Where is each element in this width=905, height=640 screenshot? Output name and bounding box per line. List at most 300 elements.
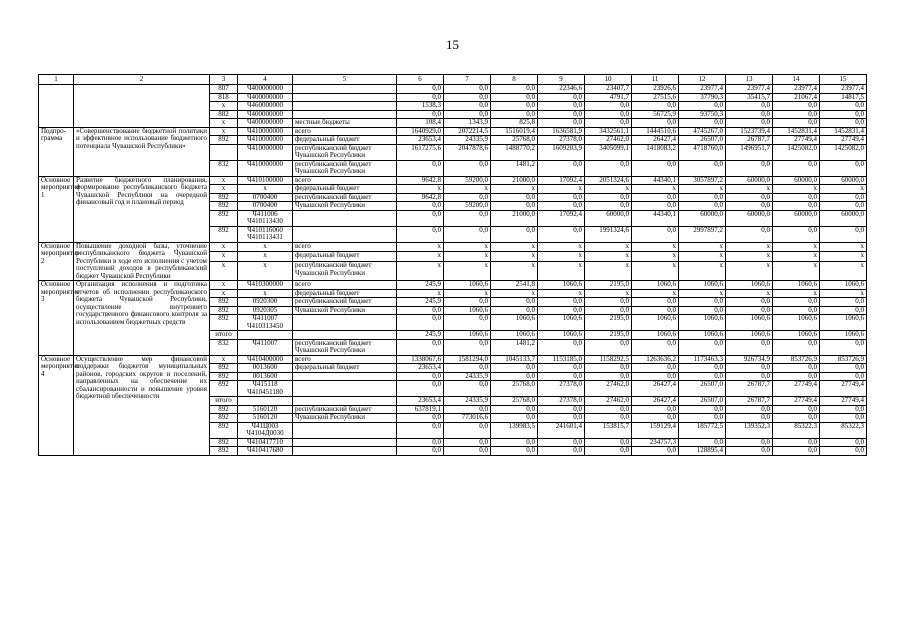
value-cell: 0,0	[726, 438, 773, 447]
code-cell: 892	[210, 381, 238, 397]
value-cell: 0,0	[585, 447, 632, 456]
value-cell: 0,0	[397, 315, 444, 331]
funding-source-cell: федеральный бюджет	[293, 252, 397, 262]
value-cell: 0,0	[632, 119, 679, 128]
value-cell: 245,9	[397, 298, 444, 307]
value-cell: 0,0	[585, 306, 632, 315]
value-cell: 0,0	[773, 110, 820, 119]
value-cell: 0,0	[397, 372, 444, 381]
value-cell: 0,0	[773, 339, 820, 355]
value-cell: 27749,4	[820, 381, 867, 397]
funding-source-cell	[293, 381, 397, 397]
value-cell: 1060,6	[773, 281, 820, 290]
value-cell: 1418083,2	[632, 144, 679, 160]
value-cell: x	[726, 185, 773, 194]
value-cell: 1060,6	[632, 281, 679, 290]
value-cell: 60000,0	[679, 210, 726, 226]
funding-source-cell: федеральный бюджет	[293, 185, 397, 194]
value-cell: x	[397, 289, 444, 298]
value-cell: 0,0	[773, 364, 820, 373]
value-cell: 0,0	[397, 85, 444, 94]
target-code-cell: Ч410300000	[238, 281, 293, 290]
value-cell: 0,0	[444, 339, 491, 355]
activity-type-cell: Основное мероприятие 3	[39, 281, 74, 356]
code-cell: 892	[210, 202, 238, 211]
header-cell: 7	[444, 75, 491, 85]
value-cell: 0,0	[585, 202, 632, 211]
value-cell: 1636581,9	[538, 127, 585, 136]
table-row	[39, 281, 867, 290]
value-cell: 0,0	[585, 102, 632, 111]
value-cell: 0,0	[820, 306, 867, 315]
value-cell: 0,0	[585, 405, 632, 414]
value-cell: 0,0	[679, 298, 726, 307]
value-cell: 2047878,6	[444, 144, 491, 160]
target-code-cell: x	[238, 252, 293, 262]
value-cell: 0,0	[585, 193, 632, 202]
value-cell: 1617275,6	[397, 144, 444, 160]
code-cell: 807	[210, 85, 238, 94]
value-cell: 0,0	[491, 372, 538, 381]
value-cell: 0,0	[491, 85, 538, 94]
value-cell: 35415,7	[726, 93, 773, 102]
header-cell: 12	[679, 75, 726, 85]
value-cell: 0,0	[585, 110, 632, 119]
value-cell: 0,0	[538, 93, 585, 102]
value-cell: 1153185,0	[538, 355, 585, 364]
value-cell: x	[491, 289, 538, 298]
value-cell: 0,0	[397, 438, 444, 447]
value-cell: 27378,0	[538, 381, 585, 397]
value-cell: 245,9	[397, 331, 444, 340]
value-cell: 0,0	[726, 202, 773, 211]
value-cell: 0,0	[585, 364, 632, 373]
code-cell: x	[210, 281, 238, 290]
value-cell: 27749,4	[820, 136, 867, 145]
value-cell: 3057897,2	[679, 176, 726, 185]
value-cell: 0,0	[820, 405, 867, 414]
value-cell: x	[679, 252, 726, 262]
value-cell: 0,0	[444, 102, 491, 111]
value-cell: x	[820, 252, 867, 262]
funding-source-cell: республиканский бюджет	[293, 298, 397, 307]
value-cell: 0,0	[444, 405, 491, 414]
value-cell: 1060,6	[444, 331, 491, 340]
value-cell: 0,0	[444, 364, 491, 373]
funding-source-cell: Чувашской Республики	[293, 414, 397, 423]
value-cell: 0,0	[679, 364, 726, 373]
value-cell: x	[773, 262, 820, 281]
value-cell: 1538,3	[397, 102, 444, 111]
value-cell: x	[444, 185, 491, 194]
target-code-cell: 0700400	[238, 202, 293, 211]
value-cell: 85322,3	[773, 422, 820, 438]
value-cell: 0,0	[820, 447, 867, 456]
value-cell: 0,0	[820, 339, 867, 355]
activity-name-cell: Осуществление мер финансовой поддержки бюджетов муниципальных районов, городских округов и поселений, направленных на обеспечение их сбалансированности и повышение уровня бюджетной обеспеченности	[74, 355, 210, 455]
value-cell: 0,0	[726, 110, 773, 119]
code-cell: 892	[210, 447, 238, 456]
table-row	[39, 176, 867, 185]
activity-name-cell: Организация исполнения и подготовка отчетов об исполнении республиканского бюджета Чувашской Республики, осуществление внутреннего государственного финансового контроля за использованием бюджетных средств	[74, 281, 210, 356]
value-cell: 1060,6	[773, 331, 820, 340]
value-cell: 0,0	[773, 438, 820, 447]
activity-name-cell: Развитие бюджетного планирования, формирование республиканского бюджета Чувашской Республики на очередной финансовый год и плановый период	[74, 176, 210, 242]
value-cell: 25768,0	[491, 381, 538, 397]
value-cell: 1158292,5	[585, 355, 632, 364]
target-code-cell: Ч411007 Ч410313450	[238, 315, 293, 331]
value-cell: 0,0	[726, 226, 773, 242]
code-cell: 892	[210, 438, 238, 447]
value-cell: 0,0	[820, 193, 867, 202]
value-cell: 0,0	[491, 298, 538, 307]
code-cell: 882	[210, 110, 238, 119]
value-cell: 0,0	[538, 298, 585, 307]
header-cell: 9	[538, 75, 585, 85]
value-cell: x	[726, 252, 773, 262]
value-cell: x	[773, 185, 820, 194]
value-cell: 0,0	[726, 119, 773, 128]
value-cell: 0,0	[820, 119, 867, 128]
value-cell: 23653,4	[397, 364, 444, 373]
value-cell: 0,0	[397, 210, 444, 226]
value-cell: 1425082,0	[773, 144, 820, 160]
value-cell: 23977,4	[726, 85, 773, 94]
value-cell: 24335,9	[444, 397, 491, 406]
value-cell: 93750,3	[679, 110, 726, 119]
value-cell: 0,0	[444, 315, 491, 331]
value-cell: 17092,4	[538, 210, 585, 226]
code-cell: x	[210, 185, 238, 194]
funding-source-cell: республиканский бюджет Чувашской Республики	[293, 339, 397, 355]
target-code-cell: Ч410000000	[238, 127, 293, 136]
value-cell: 60000,0	[773, 210, 820, 226]
value-cell: 27378,0	[538, 136, 585, 145]
value-cell: 1060,6	[632, 331, 679, 340]
code-cell: 892	[210, 422, 238, 438]
value-cell: 60000,0	[585, 210, 632, 226]
value-cell: 23926,6	[632, 85, 679, 94]
value-cell: 1640929,0	[397, 127, 444, 136]
value-cell: 1496951,7	[726, 144, 773, 160]
value-cell: 0,0	[491, 226, 538, 242]
value-cell: x	[491, 185, 538, 194]
value-cell: 0,0	[397, 306, 444, 315]
value-cell: 26507,0	[679, 397, 726, 406]
value-cell: 0,0	[726, 364, 773, 373]
value-cell: 0,0	[444, 422, 491, 438]
value-cell: 1425082,0	[820, 144, 867, 160]
value-cell: 0,0	[773, 372, 820, 381]
value-cell: 24335,9	[444, 136, 491, 145]
funding-source-cell: федеральный бюджет	[293, 364, 397, 373]
value-cell: 0,0	[444, 93, 491, 102]
value-cell: x	[632, 262, 679, 281]
target-code-cell: Ч400000000	[238, 93, 293, 102]
value-cell: 26787,7	[726, 381, 773, 397]
value-cell: 0,0	[632, 202, 679, 211]
target-code-cell	[238, 331, 293, 340]
value-cell: x	[632, 289, 679, 298]
value-cell: 0,0	[679, 102, 726, 111]
header-cell: 13	[726, 75, 773, 85]
value-cell: 44340,1	[632, 176, 679, 185]
value-cell: 0,0	[679, 372, 726, 381]
value-cell: 1488770,2	[491, 144, 538, 160]
value-cell: x	[397, 242, 444, 252]
value-cell: 85322,3	[820, 422, 867, 438]
code-cell: 892	[210, 364, 238, 373]
code-cell: 892	[210, 298, 238, 307]
value-cell: 0,0	[632, 298, 679, 307]
target-code-cell: Ч410000000	[238, 136, 293, 145]
value-cell: 0,0	[679, 414, 726, 423]
value-cell: 0,0	[632, 372, 679, 381]
value-cell: 234757,3	[632, 438, 679, 447]
header-row	[39, 75, 867, 85]
value-cell: 1060,6	[444, 306, 491, 315]
code-cell: 892	[210, 226, 238, 242]
value-cell: 0,0	[726, 306, 773, 315]
value-cell: 22346,6	[538, 85, 585, 94]
value-cell: 0,0	[538, 364, 585, 373]
target-code-cell: Ч410000000	[238, 160, 293, 176]
value-cell: 21000,0	[491, 210, 538, 226]
target-code-cell: 0920305	[238, 306, 293, 315]
value-cell: 0,0	[491, 110, 538, 119]
target-code-cell: Ч400000000	[238, 85, 293, 94]
value-cell: x	[820, 289, 867, 298]
value-cell: x	[538, 252, 585, 262]
value-cell: 1609203,9	[538, 144, 585, 160]
value-cell: 0,0	[820, 364, 867, 373]
value-cell: 0,0	[726, 372, 773, 381]
value-cell: 0,0	[585, 160, 632, 176]
funding-source-cell: всего	[293, 355, 397, 364]
value-cell: 853726,9	[820, 355, 867, 364]
value-cell: 1338067,6	[397, 355, 444, 364]
value-cell: 26507,0	[679, 136, 726, 145]
value-cell: 9642,8	[397, 176, 444, 185]
header-cell: 8	[491, 75, 538, 85]
code-cell: x	[210, 127, 238, 136]
value-cell: 0,0	[773, 160, 820, 176]
target-code-cell: Ч411007	[238, 339, 293, 355]
value-cell: 0,0	[679, 160, 726, 176]
value-cell: 27462,0	[585, 397, 632, 406]
value-cell: 0,0	[820, 202, 867, 211]
value-cell: 0,0	[632, 414, 679, 423]
activity-type-cell: Основное мероприятие 4	[39, 355, 74, 455]
value-cell: 0,0	[444, 110, 491, 119]
funding-source-cell	[293, 315, 397, 331]
value-cell: 0,0	[585, 414, 632, 423]
target-code-cell: 0920300	[238, 298, 293, 307]
code-cell: 832	[210, 160, 238, 176]
value-cell: 2195,0	[585, 281, 632, 290]
funding-source-cell: республиканский бюджет	[293, 405, 397, 414]
code-cell: x	[210, 289, 238, 298]
value-cell: x	[444, 252, 491, 262]
value-cell: 0,0	[773, 102, 820, 111]
value-cell: 0,0	[397, 226, 444, 242]
value-cell: 9642,8	[397, 193, 444, 202]
value-cell: 0,0	[679, 193, 726, 202]
budget-table	[38, 74, 867, 456]
code-cell: x	[210, 176, 238, 185]
value-cell: 637819,1	[397, 405, 444, 414]
target-code-cell: Ч460000000	[238, 102, 293, 111]
value-cell: 1060,6	[679, 281, 726, 290]
value-cell: 2195,0	[585, 331, 632, 340]
value-cell: 926734,9	[726, 355, 773, 364]
header-cell: 11	[632, 75, 679, 85]
value-cell: 0,0	[773, 447, 820, 456]
code-cell: 832	[210, 339, 238, 355]
funding-source-cell	[293, 447, 397, 456]
target-code-cell: 0013600	[238, 372, 293, 381]
value-cell: 0,0	[820, 160, 867, 176]
value-cell: 0,0	[773, 414, 820, 423]
code-cell: x	[210, 102, 238, 111]
value-cell: 0,0	[726, 102, 773, 111]
header-cell: 2	[74, 75, 210, 85]
funding-source-cell: местные бюджеты	[293, 119, 397, 128]
code-cell: итого	[210, 397, 238, 406]
value-cell: x	[444, 242, 491, 252]
value-cell: 0,0	[679, 119, 726, 128]
value-cell: 0,0	[820, 226, 867, 242]
value-cell: x	[444, 262, 491, 281]
value-cell: 1060,6	[726, 281, 773, 290]
value-cell: 27462,0	[585, 381, 632, 397]
value-cell: 0,0	[632, 226, 679, 242]
value-cell: 0,0	[491, 93, 538, 102]
value-cell: 60000,0	[820, 176, 867, 185]
value-cell: 0,0	[444, 193, 491, 202]
value-cell: 1060,6	[820, 315, 867, 331]
value-cell: 1452831,4	[773, 127, 820, 136]
activity-type-cell: Основное мероприятие 2	[39, 242, 74, 281]
value-cell: 1263636,2	[632, 355, 679, 364]
value-cell: 1060,6	[538, 315, 585, 331]
code-cell: 892	[210, 306, 238, 315]
value-cell: 27515,6	[632, 93, 679, 102]
target-code-cell: Ч415118 Ч410451180	[238, 381, 293, 397]
funding-source-cell: всего	[293, 242, 397, 252]
value-cell: x	[538, 242, 585, 252]
value-cell: 23977,4	[820, 85, 867, 94]
value-cell: x	[397, 185, 444, 194]
code-cell: 892	[210, 136, 238, 145]
value-cell: x	[679, 242, 726, 252]
value-cell: 26787,7	[726, 136, 773, 145]
code-cell: итого	[210, 331, 238, 340]
value-cell: 1991324,6	[585, 226, 632, 242]
funding-source-cell	[293, 93, 397, 102]
value-cell: 1060,6	[820, 331, 867, 340]
code-cell: 818	[210, 93, 238, 102]
value-cell: 23407,7	[585, 85, 632, 94]
value-cell: x	[773, 289, 820, 298]
funding-source-cell	[293, 226, 397, 242]
target-code-cell: x	[238, 185, 293, 194]
value-cell: 0,0	[632, 102, 679, 111]
code-cell	[210, 144, 238, 160]
value-cell: 1060,6	[538, 281, 585, 290]
value-cell: 27749,4	[773, 397, 820, 406]
code-cell: x	[210, 119, 238, 128]
value-cell: 0,0	[585, 339, 632, 355]
value-cell: 1060,6	[679, 331, 726, 340]
value-cell: 23653,4	[397, 136, 444, 145]
value-cell: 0,0	[773, 298, 820, 307]
value-cell: 0,0	[773, 405, 820, 414]
code-cell: 892	[210, 372, 238, 381]
value-cell: 0,0	[491, 447, 538, 456]
header-cell: 3	[210, 75, 238, 85]
value-cell: 0,0	[444, 210, 491, 226]
funding-source-cell: федеральный бюджет	[293, 289, 397, 298]
header-cell: 6	[397, 75, 444, 85]
value-cell: 0,0	[397, 414, 444, 423]
code-cell: 892	[210, 414, 238, 423]
value-cell: x	[820, 242, 867, 252]
value-cell: 1060,6	[444, 281, 491, 290]
value-cell: 0,0	[491, 405, 538, 414]
value-cell: 1481,2	[491, 160, 538, 176]
value-cell: 0,0	[491, 193, 538, 202]
header-cell: 14	[773, 75, 820, 85]
target-code-cell: 5160120	[238, 414, 293, 423]
value-cell: 108,4	[397, 119, 444, 128]
value-cell: 4791,7	[585, 93, 632, 102]
header-cell: 10	[585, 75, 632, 85]
value-cell: x	[820, 262, 867, 281]
target-code-cell: Ч410417680	[238, 447, 293, 456]
value-cell: x	[585, 242, 632, 252]
value-cell: x	[585, 262, 632, 281]
value-cell: 2072214,5	[444, 127, 491, 136]
value-cell: 0,0	[397, 381, 444, 397]
code-cell: x	[210, 262, 238, 281]
funding-source-cell	[293, 372, 397, 381]
value-cell: 4718760,0	[679, 144, 726, 160]
value-cell: 0,0	[538, 193, 585, 202]
value-cell: 0,0	[726, 405, 773, 414]
value-cell: 4745267,0	[679, 127, 726, 136]
value-cell: 0,0	[773, 226, 820, 242]
code-cell: x	[210, 355, 238, 364]
value-cell: x	[632, 252, 679, 262]
code-cell: 892	[210, 210, 238, 226]
value-cell: 60000,0	[820, 210, 867, 226]
value-cell: x	[773, 242, 820, 252]
value-cell: 17092,4	[538, 176, 585, 185]
value-cell: 0,0	[444, 438, 491, 447]
value-cell: 241601,4	[538, 422, 585, 438]
value-cell: x	[538, 185, 585, 194]
value-cell: 0,0	[444, 447, 491, 456]
funding-source-cell	[293, 210, 397, 226]
value-cell: 0,0	[397, 447, 444, 456]
value-cell: 26787,7	[726, 397, 773, 406]
value-cell: x	[632, 242, 679, 252]
value-cell: 1452831,4	[820, 127, 867, 136]
value-cell: 37790,3	[679, 93, 726, 102]
value-cell: 21067,4	[773, 93, 820, 102]
table-row	[39, 242, 867, 252]
